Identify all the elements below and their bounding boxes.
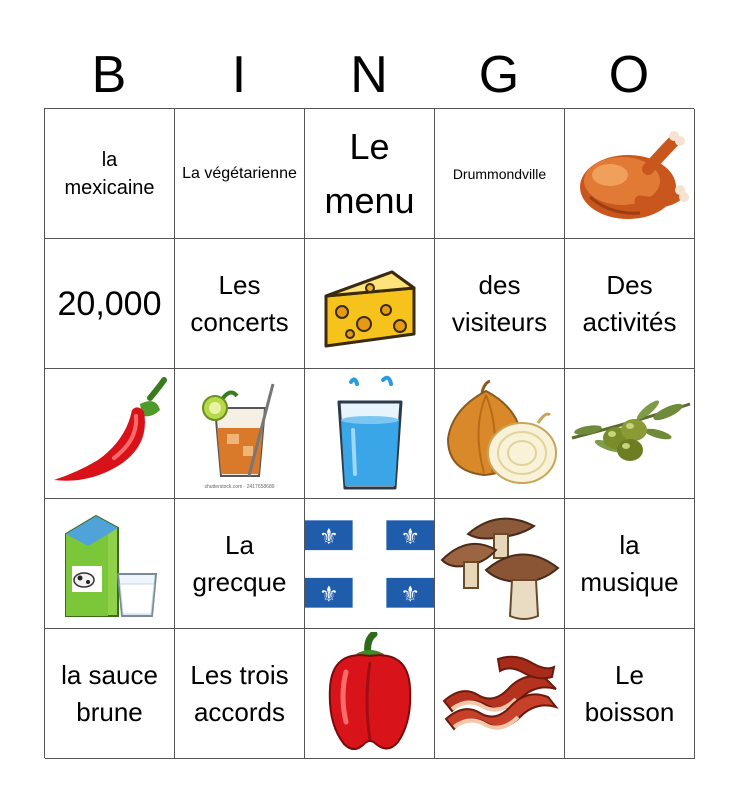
bingo-cell[interactable]: [175, 629, 305, 759]
bingo-cell[interactable]: [565, 109, 695, 239]
header-letter-i: I: [231, 46, 247, 104]
cell-label: la mexicaine: [64, 148, 155, 199]
bingo-cell[interactable]: [175, 239, 305, 369]
cell-label: Les trois accords: [190, 659, 289, 727]
cell-label: La grecque: [192, 529, 287, 597]
bingo-cell[interactable]: [565, 369, 695, 499]
glass-of-water-icon: [325, 374, 415, 494]
bingo-cell[interactable]: [565, 499, 695, 629]
bingo-cell[interactable]: [305, 499, 435, 629]
cell-label: des visiteurs: [451, 269, 548, 337]
bingo-cell[interactable]: [435, 109, 565, 239]
bingo-cell[interactable]: [45, 239, 175, 369]
bingo-header: [44, 42, 694, 108]
bingo-cell[interactable]: [45, 629, 175, 759]
svg-text:⚜: ⚜: [319, 524, 339, 550]
header-letter-n: N: [350, 46, 388, 104]
cell-label: la musique: [580, 529, 679, 597]
iced-tea-icon: [195, 378, 285, 484]
roast-chicken-icon: [570, 119, 690, 229]
chili-pepper-icon: [48, 376, 172, 492]
olives-icon: [568, 394, 692, 474]
image-caption: shutterstock.com · 2417658689: [204, 483, 275, 490]
cell-label: Drummondville: [452, 165, 547, 182]
bingo-grid: [44, 108, 694, 758]
bingo-cell[interactable]: [175, 369, 305, 499]
bingo-cell[interactable]: [175, 109, 305, 239]
cell-label: Des activités: [582, 269, 677, 337]
cell-label: Le boisson: [584, 659, 675, 727]
header-letter-g: G: [478, 46, 520, 104]
bacon-icon: [438, 649, 562, 739]
cell-label: La végétarienne: [182, 164, 297, 182]
svg-text:⚜: ⚜: [400, 524, 420, 550]
cheese-icon: [320, 254, 420, 354]
bingo-cell[interactable]: [305, 109, 435, 239]
mushrooms-icon: [438, 506, 562, 622]
quebec-flag-icon: [305, 520, 434, 608]
bingo-cell[interactable]: [305, 629, 435, 759]
bingo-cell[interactable]: [435, 239, 565, 369]
bingo-cell[interactable]: [45, 369, 175, 499]
bingo-cell[interactable]: [305, 369, 435, 499]
onion-icon: [438, 379, 562, 489]
bingo-cell[interactable]: [435, 499, 565, 629]
cell-label: Le menu: [324, 125, 415, 221]
bingo-cell[interactable]: [435, 629, 565, 759]
svg-text:⚜: ⚜: [400, 582, 420, 608]
red-bell-pepper-icon: [322, 632, 418, 756]
svg-text:⚜: ⚜: [319, 582, 339, 608]
bingo-cell[interactable]: [45, 499, 175, 629]
bingo-cell[interactable]: [435, 369, 565, 499]
cell-label: 20,000: [57, 284, 162, 323]
bingo-cell[interactable]: [175, 499, 305, 629]
cell-label: la sauce brune: [61, 659, 158, 727]
bingo-cell[interactable]: [565, 629, 695, 759]
cell-label: Les concerts: [190, 269, 289, 337]
milk-carton-icon: [52, 506, 168, 622]
bingo-cell[interactable]: [45, 109, 175, 239]
bingo-cell[interactable]: [565, 239, 695, 369]
header-letter-b: B: [91, 46, 127, 104]
bingo-cell[interactable]: [305, 239, 435, 369]
header-letter-o: O: [608, 46, 650, 104]
